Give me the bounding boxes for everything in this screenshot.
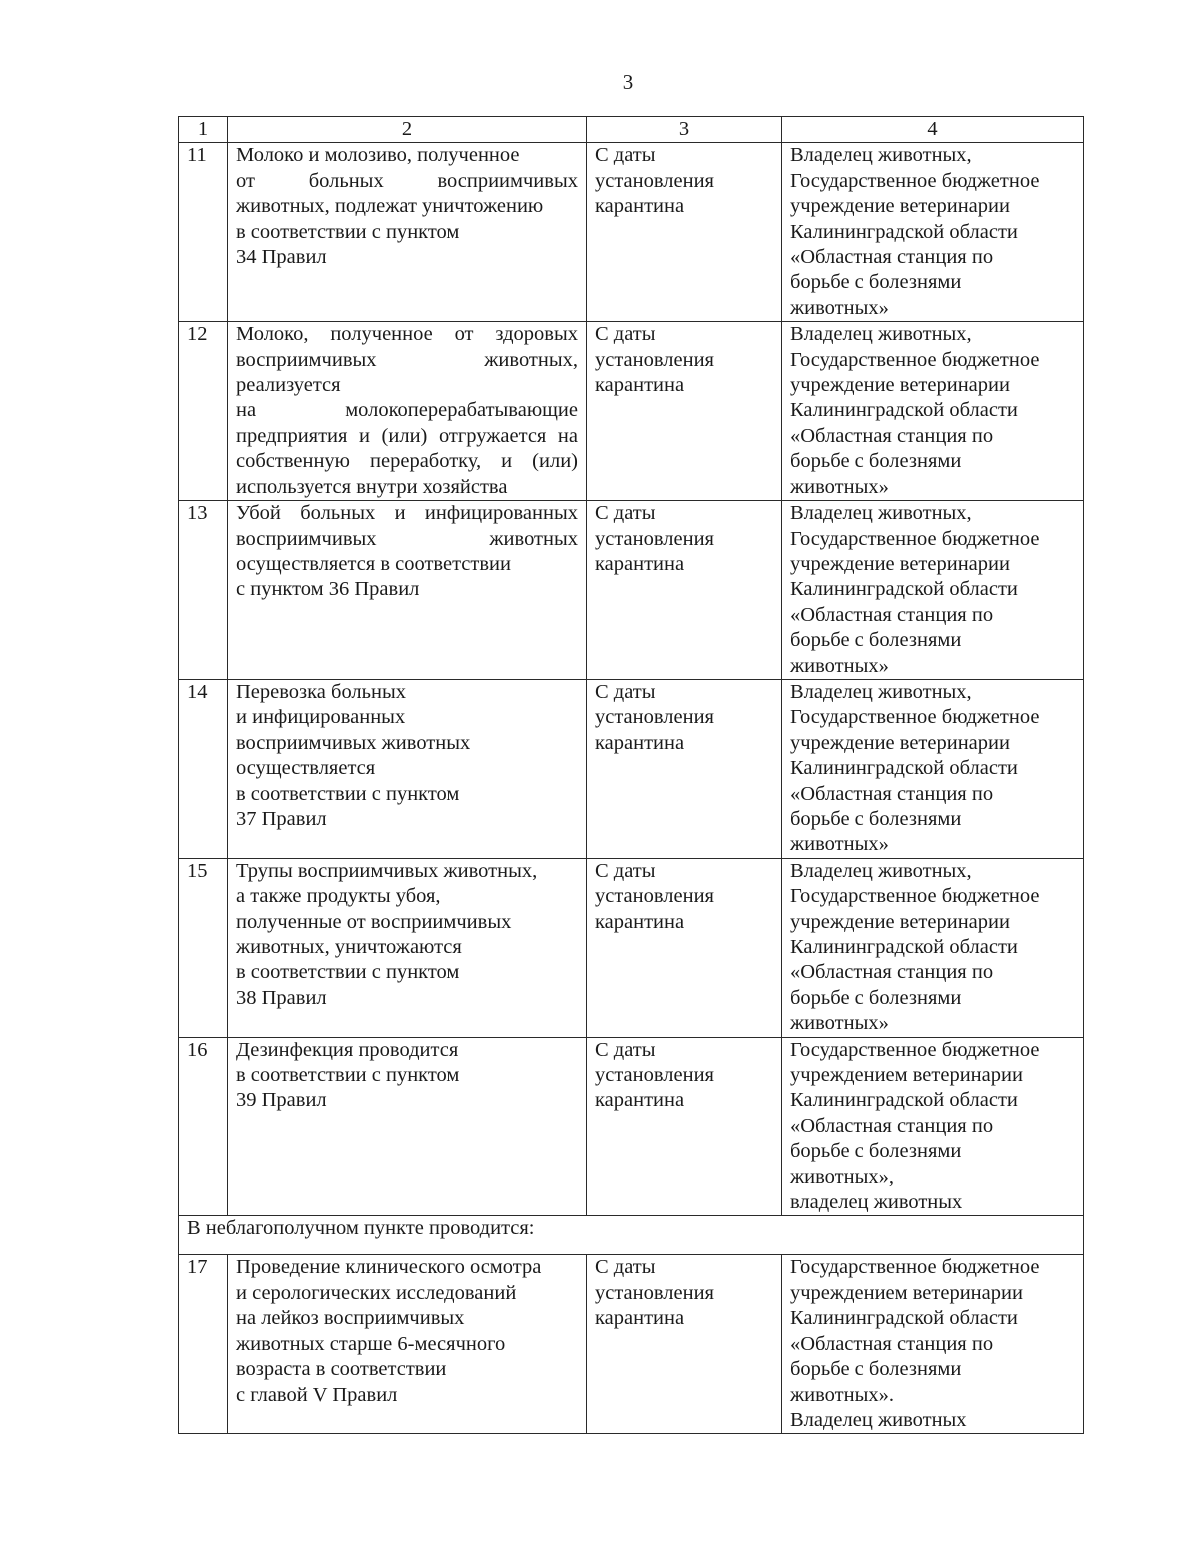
- responsible-line: животных»,: [790, 1165, 894, 1188]
- responsible-line: Калининградской области: [790, 936, 1018, 958]
- responsible-line: Калининградской области: [790, 757, 1018, 780]
- term-line: карантина: [595, 1089, 685, 1112]
- section-row: [179, 1216, 1084, 1255]
- measure-cell: [228, 858, 587, 1037]
- term-line: С даты: [595, 323, 656, 346]
- section-title: В неблагополучном пункте проводится:: [179, 1216, 1084, 1255]
- responsible-line: борьбе с болезнями: [790, 271, 962, 294]
- term-line: установления: [595, 348, 714, 371]
- responsible-line: Государственное бюджетное: [790, 1256, 1040, 1279]
- term-line: карантина: [595, 552, 685, 575]
- measure-line: 38 Правил: [236, 986, 327, 1009]
- measure-line: животных, подлежат уничтожению: [236, 195, 544, 218]
- measure-line: Молоко и молозиво, полученное: [236, 144, 520, 167]
- measure-cell: [228, 501, 587, 680]
- responsible-line: «Областная станция по: [790, 603, 994, 626]
- measure-line: осуществляется в соответствии: [236, 552, 511, 575]
- header-row: [179, 117, 1084, 143]
- row-number: 12: [179, 322, 228, 501]
- term-cell: [587, 501, 782, 680]
- responsible-line: Владелец животных,: [790, 680, 972, 703]
- measure-line: Молоко, полученное от здоровых: [236, 323, 578, 346]
- measure-line: в соответствии с пунктом: [236, 220, 460, 243]
- term-line: установления: [595, 1281, 714, 1304]
- term-line: С даты: [595, 680, 656, 703]
- term-cell: [587, 679, 782, 858]
- measure-line: с главой V Правил: [236, 1383, 398, 1406]
- term-cell: [587, 858, 782, 1037]
- measure-line: 39 Правил: [236, 1089, 327, 1112]
- term-cell: [587, 143, 782, 322]
- measure-line: полученные от восприимчивых: [236, 910, 512, 933]
- measure-line: в соответствии с пунктом: [236, 1064, 460, 1087]
- responsible-line: «Областная станция по: [790, 1332, 994, 1355]
- term-line: С даты: [595, 1038, 656, 1061]
- term-cell: [587, 1255, 782, 1434]
- measure-line: осуществляется: [236, 757, 376, 780]
- measure-line: Перевозка больных: [236, 680, 406, 703]
- responsible-line: Калининградской области: [790, 399, 1018, 422]
- responsible-line: Государственное бюджетное: [790, 527, 1040, 550]
- measure-line: от больных восприимчивых: [236, 169, 578, 192]
- measure-line: и серологических исследований: [236, 1281, 517, 1304]
- responsible-line: Государственное бюджетное: [790, 885, 1040, 908]
- measure-line: животных старше 6-месячного: [236, 1332, 506, 1355]
- measure-line: 37 Правил: [236, 807, 327, 830]
- term-cell: [587, 1037, 782, 1216]
- measure-line: Убой больных и инфицированных: [236, 502, 578, 525]
- responsible-line: «Областная станция по: [790, 424, 994, 447]
- term-line: С даты: [595, 859, 656, 882]
- responsible-line: борьбе с болезнями: [790, 1358, 962, 1381]
- responsible-line: борьбе с болезнями: [790, 450, 962, 473]
- term-line: установления: [595, 527, 714, 550]
- responsible-line: учреждением ветеринарии: [790, 1064, 1023, 1087]
- responsible-line: Владелец животных,: [790, 144, 972, 167]
- responsible-line: «Областная станция по: [790, 1114, 994, 1137]
- measure-line: восприимчивых животных: [236, 527, 578, 550]
- measure-line: животных, уничтожаются: [236, 936, 462, 958]
- measure-line: Трупы восприимчивых животных,: [236, 859, 538, 882]
- responsible-line: учреждение ветеринарии: [790, 374, 1010, 397]
- measure-cell: [228, 1037, 587, 1216]
- term-line: установления: [595, 169, 714, 192]
- responsible-line: борьбе с болезнями: [790, 807, 962, 830]
- measure-line: с пунктом 36 Правил: [236, 578, 420, 601]
- responsible-line: животных»: [790, 475, 889, 498]
- responsible-cell: [782, 679, 1084, 858]
- header-col-4: 4: [782, 117, 1084, 143]
- measure-line: собственную переработку, и (или): [236, 450, 578, 473]
- responsible-line: учреждение ветеринарии: [790, 552, 1010, 575]
- term-line: карантина: [595, 731, 685, 754]
- measure-line: а также продукты убоя,: [236, 885, 441, 908]
- term-line: установления: [595, 885, 714, 908]
- responsible-cell: [782, 143, 1084, 322]
- responsible-line: Государственное бюджетное: [790, 1038, 1040, 1061]
- measure-line: в соответствии с пунктом: [236, 961, 460, 984]
- measure-line: предприятия и (или) отгружается на: [236, 424, 578, 447]
- responsible-line: Владелец животных,: [790, 323, 972, 346]
- table-row: [179, 1255, 1084, 1434]
- responsible-line: «Областная станция по: [790, 782, 994, 805]
- responsible-cell: [782, 1037, 1084, 1216]
- responsible-line: животных».: [790, 1383, 894, 1406]
- measure-line: возраста в соответствии: [236, 1358, 447, 1381]
- page-number: 3: [622, 70, 634, 94]
- measure-line: 34 Правил: [236, 246, 327, 269]
- table-row: [179, 679, 1084, 858]
- responsible-line: Владелец животных: [790, 1408, 967, 1431]
- term-line: С даты: [595, 1256, 656, 1279]
- responsible-cell: [782, 501, 1084, 680]
- quarantine-measures-table: [178, 116, 1084, 1434]
- row-number: 17: [179, 1255, 228, 1434]
- responsible-line: Калининградской области: [790, 578, 1018, 601]
- responsible-line: Калининградской области: [790, 1307, 1018, 1330]
- responsible-line: «Областная станция по: [790, 246, 994, 269]
- responsible-line: Калининградской области: [790, 220, 1018, 243]
- table-row: [179, 143, 1084, 322]
- responsible-line: владелец животных: [790, 1191, 963, 1214]
- term-line: карантина: [595, 910, 685, 933]
- measure-line: на молокоперерабатывающие: [236, 399, 578, 422]
- measure-cell: [228, 322, 587, 501]
- responsible-line: Владелец животных,: [790, 859, 972, 882]
- term-line: установления: [595, 1064, 714, 1087]
- table-row: [179, 1037, 1084, 1216]
- measure-line: Дезинфекция проводится: [236, 1038, 459, 1061]
- term-line: карантина: [595, 374, 685, 397]
- measure-cell: [228, 143, 587, 322]
- responsible-line: Государственное бюджетное: [790, 706, 1040, 729]
- term-line: карантина: [595, 1307, 685, 1330]
- responsible-line: Государственное бюджетное: [790, 169, 1040, 192]
- term-cell: [587, 322, 782, 501]
- responsible-line: Калининградской области: [790, 1089, 1018, 1112]
- responsible-line: борьбе с болезнями: [790, 986, 962, 1009]
- measure-cell: [228, 679, 587, 858]
- responsible-cell: [782, 858, 1084, 1037]
- measure-line: и инфицированных: [236, 706, 406, 729]
- responsible-line: Владелец животных,: [790, 502, 972, 525]
- responsible-line: учреждение ветеринарии: [790, 910, 1010, 933]
- measure-line: на лейкоз восприимчивых: [236, 1307, 465, 1330]
- responsible-line: Государственное бюджетное: [790, 348, 1040, 371]
- term-line: карантина: [595, 195, 685, 218]
- row-number: 11: [179, 143, 228, 322]
- responsible-line: борьбе с болезнями: [790, 1140, 962, 1163]
- table-row: [179, 501, 1084, 680]
- row-number: 15: [179, 858, 228, 1037]
- responsible-line: животных»: [790, 654, 889, 677]
- measure-line: реализуется: [236, 374, 341, 397]
- responsible-line: животных»: [790, 833, 889, 856]
- responsible-line: учреждением ветеринарии: [790, 1281, 1023, 1304]
- measure-cell: [228, 1255, 587, 1434]
- term-line: С даты: [595, 502, 656, 525]
- row-number: 16: [179, 1037, 228, 1216]
- table-row: [179, 322, 1084, 501]
- responsible-line: «Областная станция по: [790, 961, 994, 984]
- term-line: С даты: [595, 144, 656, 167]
- responsible-cell: [782, 322, 1084, 501]
- measure-line: Проведение клинического осмотра: [236, 1256, 542, 1279]
- table-row: [179, 858, 1084, 1037]
- responsible-line: борьбе с болезнями: [790, 629, 962, 652]
- row-number: 14: [179, 679, 228, 858]
- measure-line: используется внутри хозяйства: [236, 475, 508, 498]
- responsible-line: учреждение ветеринарии: [790, 195, 1010, 218]
- responsible-line: животных»: [790, 296, 889, 319]
- measure-line: восприимчивых животных,: [236, 348, 578, 371]
- header-col-2: 2: [228, 117, 587, 143]
- header-col-3: 3: [587, 117, 782, 143]
- term-line: установления: [595, 706, 714, 729]
- responsible-line: учреждение ветеринарии: [790, 731, 1010, 754]
- responsible-cell: [782, 1255, 1084, 1434]
- measure-line: в соответствии с пунктом: [236, 782, 460, 805]
- row-number: 13: [179, 501, 228, 680]
- responsible-line: животных»: [790, 1012, 889, 1035]
- header-col-1: 1: [179, 117, 228, 143]
- measure-line: восприимчивых животных: [236, 731, 471, 754]
